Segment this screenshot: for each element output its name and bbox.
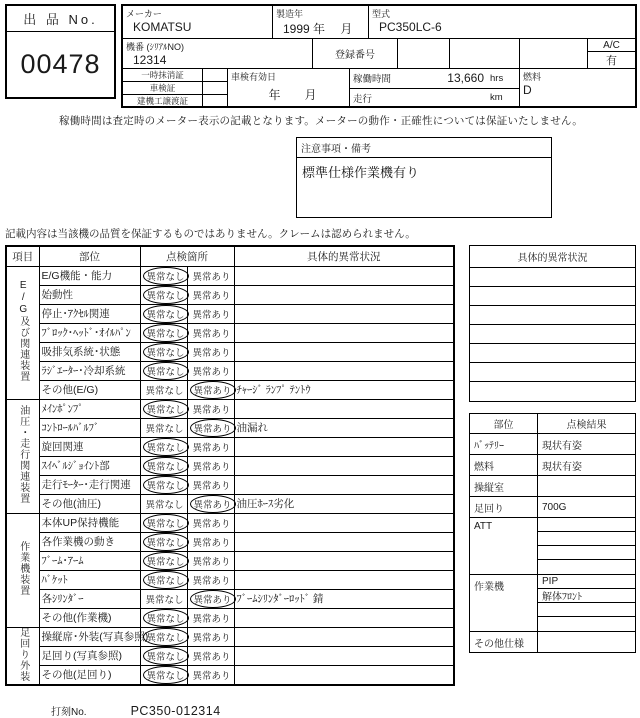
abnormal-detail-box (469, 245, 636, 402)
result-value-cell: 解体ﾌﾛﾝﾄ (538, 589, 635, 603)
result-value-cell (538, 632, 635, 652)
doc-row (123, 69, 227, 82)
abnormal-detail-cell (234, 513, 454, 532)
maker-value: KOMATSU (133, 20, 192, 34)
model-value: PC350LC-6 (379, 20, 442, 34)
result-group (470, 497, 635, 518)
inspection-row (6, 646, 454, 665)
model-cell (369, 6, 635, 38)
ng-mark: 異常あり (192, 347, 231, 359)
ok-mark: 異常なし (145, 385, 184, 397)
empty-cell (398, 39, 450, 68)
ng-mark: 異常あり (192, 518, 231, 530)
check-ng-cell (187, 513, 234, 532)
check-ng-cell (187, 475, 234, 494)
ng-mark: 異常あり (192, 461, 231, 473)
abnormal-detail-cell (234, 646, 454, 665)
check-ok-cell (140, 304, 187, 323)
ng-mark: 異常あり (192, 670, 231, 682)
ng-mark: 異常あり (190, 590, 236, 608)
fuel-label: 燃料 (523, 72, 542, 82)
part-name: ﾒｲﾝﾎﾟﾝﾌﾟ (39, 399, 140, 418)
stamp-number-label: 打刻No. (51, 706, 87, 718)
travel-label: 走行 (353, 93, 373, 105)
part-name: その他(油圧) (39, 494, 140, 513)
listing-number-value: 00478 (20, 49, 101, 79)
empty-cell (520, 39, 588, 68)
part-name: 本体UP保持機能 (39, 513, 140, 532)
inspection-area (5, 245, 637, 686)
check-ok-cell (140, 456, 187, 475)
machine-info-table (121, 4, 637, 108)
meter-disclaimer-note: 稼働時間は査定時のメーター表示の記載となります。メーターの動作・正確性については保証いたしません。 (59, 115, 583, 127)
documents-mini-table (123, 69, 228, 107)
ac-cell (588, 39, 635, 68)
manufacture-year-cell (273, 6, 369, 38)
result-value-cell (538, 560, 635, 574)
part-name: ｽｲﾍﾞﾙｼﾞｮｲﾝﾄ部 (39, 456, 140, 475)
check-ok-cell (140, 266, 187, 285)
result-value-cell: 700G (542, 501, 567, 513)
ng-mark: 異常あり (192, 480, 231, 492)
inspection-row (6, 532, 454, 551)
ok-mark: 異常なし (143, 571, 189, 589)
check-ok-cell (140, 323, 187, 342)
ng-mark: 異常あり (190, 495, 236, 513)
abnormal-detail-row (470, 287, 635, 306)
parts-result-table (469, 413, 636, 653)
check-ok-cell (140, 361, 187, 380)
inspection-row (6, 589, 454, 608)
ok-mark: 異常なし (143, 666, 189, 684)
ok-mark: 異常なし (143, 400, 189, 418)
ng-mark: 異常あり (192, 290, 231, 302)
ng-mark: 異常あり (192, 632, 231, 644)
check-ng-cell (187, 456, 234, 475)
check-ok-cell (140, 494, 187, 513)
fuel-cell (520, 69, 635, 107)
machine-info-row1 (123, 6, 635, 39)
ok-mark: 異常なし (143, 628, 189, 646)
result-value-header: 点検結果 (566, 420, 607, 431)
ng-mark: 異常あり (192, 537, 231, 549)
result-part-header: 部位 (470, 414, 538, 433)
part-name: 走行ﾓｰﾀｰ･走行関連 (39, 475, 140, 494)
ok-mark: 異常なし (145, 423, 184, 435)
check-ng-cell (187, 570, 234, 589)
inspection-row (6, 551, 454, 570)
check-ng-cell (187, 532, 234, 551)
model-label: 型式 (372, 9, 391, 19)
abnormal-detail-cell (234, 665, 454, 685)
ok-mark: 異常なし (145, 499, 184, 511)
result-value-cell (538, 532, 635, 546)
doc-row (123, 95, 227, 107)
shaken-validity-cell (228, 69, 350, 107)
ok-mark: 異常なし (143, 438, 189, 456)
listing-number-box (5, 4, 116, 99)
abnormal-detail-cell (234, 323, 454, 342)
part-name: その他(E/G) (39, 380, 140, 399)
inspection-table (5, 245, 455, 686)
abnormal-detail-cell (234, 304, 454, 323)
abnormal-detail-cell: ﾌﾞｰﾑｼﾘﾝﾀﾞｰﾛｯﾄﾞ 錆 (234, 589, 454, 608)
machine-info-row3 (123, 69, 635, 107)
doc-check-cell (203, 95, 227, 107)
part-name: その他(作業機) (39, 608, 140, 627)
part-name: E/G機能・能力 (39, 266, 140, 285)
inspection-row (6, 418, 454, 437)
inspection-row (6, 570, 454, 589)
result-part-name: 足回り (470, 497, 538, 517)
inspection-row (6, 513, 454, 532)
check-ng-cell (187, 380, 234, 399)
result-group (470, 632, 635, 652)
abnormal-detail-cell (234, 361, 454, 380)
inspection-row (6, 627, 454, 646)
ng-mark: 異常あり (192, 556, 231, 568)
abnormal-detail-cell (234, 456, 454, 475)
check-ok-cell (140, 532, 187, 551)
result-value-cell (538, 476, 635, 496)
manufacture-year-value: 1999 年 月 (283, 22, 353, 36)
abnormal-detail-cell (234, 342, 454, 361)
inspection-row (6, 342, 454, 361)
inspection-header-row (6, 246, 454, 266)
result-value-cell (538, 518, 635, 532)
result-part-name: 操縦室 (470, 476, 538, 496)
operating-hours-label: 稼働時間 (353, 74, 392, 86)
part-name: 始動性 (39, 285, 140, 304)
inspection-row (6, 437, 454, 456)
check-ok-cell (140, 475, 187, 494)
doc-row (123, 82, 227, 95)
right-column (469, 245, 636, 653)
check-ng-cell (187, 323, 234, 342)
ok-mark: 異常なし (143, 476, 189, 494)
header-check: 点検箇所 (140, 246, 234, 266)
inspection-row (6, 266, 454, 285)
part-name: 操縦席･外装(写真参照) (39, 627, 140, 646)
check-ok-cell (140, 551, 187, 570)
ng-mark: 異常あり (192, 613, 231, 625)
operating-hours-unit: hrs (490, 72, 504, 84)
ok-mark: 異常なし (143, 514, 189, 532)
abnormal-detail-cell (234, 437, 454, 456)
ng-mark: 異常あり (192, 442, 231, 454)
abnormal-detail-row (470, 306, 635, 325)
check-ng-cell (187, 494, 234, 513)
abnormal-detail-row (470, 363, 635, 382)
header-part: 部位 (39, 246, 140, 266)
check-ng-cell (187, 646, 234, 665)
header-detail: 具体的異常状況 (234, 246, 454, 266)
ng-mark: 異常あり (192, 366, 231, 378)
result-group (470, 434, 635, 455)
serial-value: 12314 (133, 53, 167, 67)
check-ok-cell (140, 342, 187, 361)
inspection-row (6, 323, 454, 342)
inspection-row (6, 380, 454, 399)
result-group (470, 518, 635, 575)
part-name: 旋回関連 (39, 437, 140, 456)
doc-label-deregistration: 一時抹消証 (123, 69, 203, 81)
result-value-cell (538, 617, 635, 631)
stamp-number-value: PC350-012314 (130, 703, 221, 718)
category-label: E/G及び関連装置 (6, 266, 39, 399)
ok-mark: 異常なし (143, 552, 189, 570)
inspection-row (6, 665, 454, 685)
remarks-label: 注意事項・備考 (297, 138, 551, 158)
abnormal-detail-cell (234, 532, 454, 551)
abnormal-detail-cell (234, 285, 454, 304)
listing-number-label: 出 品 No. (7, 6, 114, 32)
check-ng-cell (187, 608, 234, 627)
part-name: 足回り(写真参照) (39, 646, 140, 665)
ok-mark: 異常なし (143, 457, 189, 475)
empty-cell (450, 39, 520, 68)
header-category: 項目 (6, 246, 39, 266)
operating-hours-value: 13,660 (447, 71, 484, 86)
abnormal-detail-header: 具体的異常状況 (470, 246, 635, 268)
result-value-cell (538, 603, 635, 617)
machine-info-row2 (123, 39, 635, 69)
ng-mark: 異常あり (192, 271, 231, 283)
result-header-row (470, 414, 635, 434)
ok-mark: 異常なし (143, 533, 189, 551)
check-ng-cell (187, 627, 234, 646)
inspection-row (6, 285, 454, 304)
shaken-validity-value: 年 月 (268, 88, 317, 102)
part-name: ﾌﾞｰﾑ･ｱｰﾑ (39, 551, 140, 570)
doc-check-cell (203, 82, 227, 94)
serial-cell (123, 39, 313, 68)
ng-mark: 異常あり (192, 575, 231, 587)
check-ok-cell (140, 418, 187, 437)
inspection-row (6, 494, 454, 513)
result-group (470, 476, 635, 497)
remarks-value: 標準仕様作業機有り (302, 165, 420, 180)
part-name: その他(足回り) (39, 665, 140, 685)
doc-label-transfer: 建機工譲渡証 (123, 95, 203, 107)
ng-mark: 異常あり (192, 651, 231, 663)
inspection-row (6, 304, 454, 323)
stamp-number-row (5, 703, 637, 718)
abnormal-detail-cell (234, 551, 454, 570)
ng-mark: 異常あり (190, 381, 236, 399)
part-name: ﾌﾞﾛｯｸ･ﾍｯﾄﾞ･ｵｲﾙﾊﾟﾝ (39, 323, 140, 342)
sheet-header (5, 4, 637, 108)
operating-hours-row (350, 69, 519, 89)
abnormal-detail-cell (234, 608, 454, 627)
ok-mark: 異常なし (143, 362, 189, 380)
inspection-row (6, 456, 454, 475)
result-value-cell: 現状有姿 (542, 461, 582, 473)
check-ok-cell (140, 437, 187, 456)
fuel-value: D (523, 83, 532, 97)
check-ok-cell (140, 570, 187, 589)
ok-mark: 異常なし (143, 286, 189, 304)
inspection-row (6, 608, 454, 627)
ac-label: A/C (588, 39, 635, 52)
result-group (470, 575, 635, 632)
inspection-row (6, 399, 454, 418)
abnormal-detail-cell: 油圧ﾎｰｽ劣化 (234, 494, 454, 513)
part-name: ﾗｼﾞｴｰﾀｰ･冷却系統 (39, 361, 140, 380)
abnormal-detail-row (470, 268, 635, 287)
quality-disclaimer: 記載内容は当該機の品質を保証するものではありません。クレームは認められません。 (5, 228, 416, 240)
result-value-cell: 現状有姿 (542, 440, 582, 452)
abnormal-detail-row (470, 325, 635, 344)
ok-mark: 異常なし (143, 609, 189, 627)
travel-unit: km (490, 92, 503, 104)
maker-cell (123, 6, 273, 38)
ok-mark: 異常なし (143, 343, 189, 361)
ng-mark: 異常あり (192, 328, 231, 340)
check-ng-cell (187, 285, 234, 304)
abnormal-detail-cell: ﾁｬｰｼﾞ ﾗﾝﾌﾟ ﾃﾝﾄｳ (234, 380, 454, 399)
ng-mark: 異常あり (190, 419, 236, 437)
result-part-name: ATT (470, 518, 538, 574)
check-ng-cell (187, 304, 234, 323)
result-group (470, 455, 635, 476)
check-ok-cell (140, 513, 187, 532)
travel-distance-row (350, 89, 519, 108)
ac-value: 有 (606, 55, 617, 67)
maker-label: メーカー (126, 9, 162, 19)
category-label: 作業機装置 (6, 513, 39, 627)
abnormal-detail-cell (234, 570, 454, 589)
result-value-cell (538, 546, 635, 560)
inspection-row (6, 361, 454, 380)
check-ok-cell (140, 399, 187, 418)
result-part-name: 燃料 (470, 455, 538, 475)
check-ng-cell (187, 266, 234, 285)
check-ng-cell (187, 399, 234, 418)
ok-mark: 異常なし (143, 267, 189, 285)
abnormal-detail-row (470, 382, 635, 401)
ok-mark: 異常なし (143, 324, 189, 342)
ok-mark: 異常なし (143, 305, 189, 323)
result-value-cell: PIP (538, 575, 635, 589)
inspection-row (6, 475, 454, 494)
check-ok-cell (140, 627, 187, 646)
remarks-box (296, 137, 552, 218)
serial-label: 機番 (ｼﾘｱﾙNO) (126, 42, 184, 52)
result-part-name: 作業機 (470, 575, 538, 631)
check-ng-cell (187, 342, 234, 361)
check-ng-cell (187, 665, 234, 685)
check-ng-cell (187, 589, 234, 608)
abnormal-detail-cell: 油漏れ (234, 418, 454, 437)
check-ng-cell (187, 551, 234, 570)
result-part-name: その他仕様 (470, 632, 538, 652)
part-name: ﾊﾞｹｯﾄ (39, 570, 140, 589)
manufacture-year-label: 製造年 (276, 9, 304, 19)
abnormal-detail-row (470, 344, 635, 363)
part-name: ｺﾝﾄﾛｰﾙﾊﾞﾙﾌﾞ (39, 418, 140, 437)
check-ng-cell (187, 361, 234, 380)
check-ok-cell (140, 608, 187, 627)
check-ng-cell (187, 437, 234, 456)
part-name: 停止･ｱｸｾﾙ関連 (39, 304, 140, 323)
part-name: 吸排気系統･状態 (39, 342, 140, 361)
hours-travel-cell (350, 69, 520, 107)
ok-mark: 異常なし (145, 594, 184, 606)
check-ok-cell (140, 285, 187, 304)
part-name: 各ｼﾘﾝﾀﾞｰ (39, 589, 140, 608)
category-label: 油圧・走行関連装置 (6, 399, 39, 513)
check-ok-cell (140, 646, 187, 665)
doc-check-cell (203, 69, 227, 81)
abnormal-detail-cell (234, 266, 454, 285)
ng-mark: 異常あり (192, 404, 231, 416)
check-ok-cell (140, 380, 187, 399)
check-ng-cell (187, 418, 234, 437)
check-ok-cell (140, 589, 187, 608)
result-part-name: ﾊﾞｯﾃﾘｰ (470, 434, 538, 454)
shaken-validity-label: 車検有効日 (231, 72, 277, 82)
ng-mark: 異常あり (192, 309, 231, 321)
category-label: 足回り外装 (6, 627, 39, 685)
part-name: 各作業機の動き (39, 532, 140, 551)
abnormal-detail-cell (234, 627, 454, 646)
abnormal-detail-cell (234, 399, 454, 418)
ok-mark: 異常なし (143, 647, 189, 665)
doc-label-shaken: 車検証 (123, 82, 203, 94)
registration-number-cell: 登録番号 (313, 39, 398, 68)
check-ok-cell (140, 665, 187, 685)
abnormal-detail-cell (234, 475, 454, 494)
